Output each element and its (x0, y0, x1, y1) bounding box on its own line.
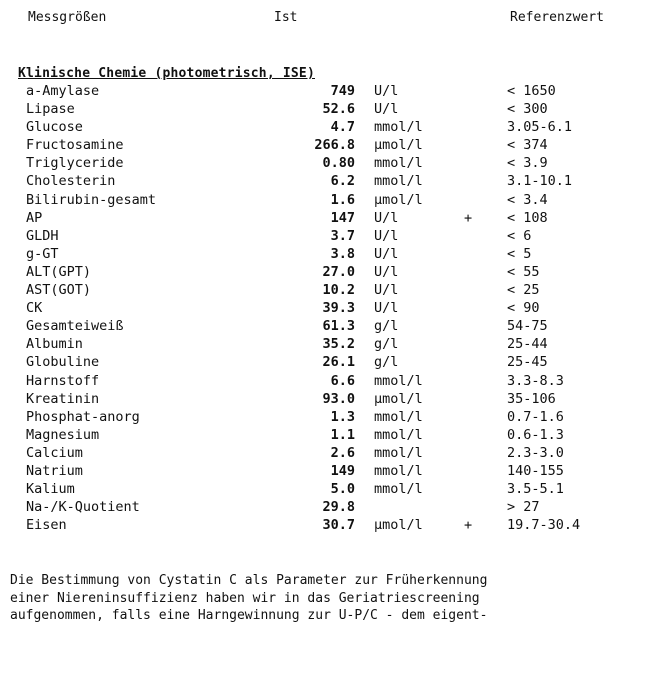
table-row (0, 390, 650, 408)
analyte-unit: µmol/l (374, 137, 423, 154)
analyte-value: 5.0 (330, 481, 355, 498)
analyte-unit: g/l (374, 318, 399, 335)
analyte-unit: µmol/l (374, 517, 423, 534)
analyte-value: 39.3 (322, 300, 355, 317)
analyte-reference: < 374 (507, 137, 548, 154)
analyte-name: Albumin (26, 336, 83, 353)
table-row (0, 172, 650, 190)
table-row (0, 118, 650, 136)
table-row (0, 408, 650, 426)
analyte-reference: < 108 (507, 209, 548, 226)
analyte-name: Kreatinin (26, 390, 100, 407)
analyte-value: 1.3 (330, 408, 355, 425)
analyte-reference: < 6 (507, 227, 532, 244)
table-row (0, 82, 650, 100)
analyte-name: Phosphat-anorg (26, 408, 140, 425)
analyte-reference: 35-106 (507, 390, 556, 407)
analyte-reference: 2.3-3.0 (507, 444, 564, 461)
footer-line: aufgenommen, falls eine Harngewinnung zur U-P/C - dem eigent- (10, 608, 488, 623)
analyte-value: 4.7 (330, 119, 355, 136)
analyte-unit: mmol/l (374, 173, 423, 190)
analyte-reference: 54-75 (507, 318, 548, 335)
analyte-reference: 140-155 (507, 462, 564, 479)
table-row (0, 372, 650, 390)
table-row (0, 263, 650, 281)
analyte-name: AP (26, 209, 43, 226)
table-row (0, 154, 650, 172)
analyte-unit: U/l (374, 245, 399, 262)
table-row (0, 480, 650, 498)
analyte-name: Kalium (26, 481, 75, 498)
analyte-value: 27.0 (322, 263, 355, 280)
analyte-reference: 3.3-8.3 (507, 372, 564, 389)
analyte-name: g-GT (26, 245, 59, 262)
analyte-flag: + (464, 209, 473, 226)
header-measure: Messgrößen (28, 10, 107, 25)
analyte-value: 149 (330, 462, 355, 479)
header-reference: Referenzwert (510, 10, 604, 25)
analyte-unit: mmol/l (374, 408, 423, 425)
analyte-name: Natrium (26, 462, 83, 479)
analyte-reference: 19.7-30.4 (507, 517, 581, 534)
analyte-reference: < 3.4 (507, 191, 548, 208)
analyte-unit: U/l (374, 300, 399, 317)
analyte-reference: < 90 (507, 300, 540, 317)
table-row (0, 136, 650, 154)
table-row (0, 227, 650, 245)
analyte-value: 1.1 (330, 426, 355, 443)
analyte-name: ALT(GPT) (26, 263, 92, 280)
table-row (0, 299, 650, 317)
analyte-name: GLDH (26, 227, 59, 244)
table-row (0, 516, 650, 534)
table-row (0, 498, 650, 516)
analyte-name: a-Amylase (26, 83, 100, 99)
analyte-name: Cholesterin (26, 173, 116, 190)
table-row (0, 444, 650, 462)
analyte-value: 749 (330, 83, 355, 99)
analyte-value: 93.0 (322, 390, 355, 407)
analyte-unit: mmol/l (374, 372, 423, 389)
analyte-value: 266.8 (314, 137, 355, 154)
analyte-name: Bilirubin-gesamt (26, 191, 157, 208)
analyte-value: 29.8 (322, 499, 355, 516)
table-row (0, 317, 650, 335)
analyte-unit: U/l (374, 83, 399, 99)
analyte-unit: g/l (374, 336, 399, 353)
analyte-value: 10.2 (322, 282, 355, 299)
analyte-reference: 3.1-10.1 (507, 173, 573, 190)
analyte-reference: < 5 (507, 245, 532, 262)
analyte-unit: µmol/l (374, 191, 423, 208)
analyte-name: Calcium (26, 444, 83, 461)
analyte-unit: mmol/l (374, 426, 423, 443)
table-row (0, 245, 650, 263)
analyte-unit: g/l (374, 354, 399, 371)
analyte-value: 2.6 (330, 444, 355, 461)
analyte-reference: < 1650 (507, 83, 556, 99)
analyte-value: 3.8 (330, 245, 355, 262)
analyte-unit: U/l (374, 282, 399, 299)
analyte-reference: 25-45 (507, 354, 548, 371)
analyte-reference: 0.6-1.3 (507, 426, 564, 443)
analyte-unit: mmol/l (374, 481, 423, 498)
analyte-reference: 25-44 (507, 336, 548, 353)
table-row (0, 353, 650, 371)
table-row (0, 100, 650, 118)
analyte-value: 6.2 (330, 173, 355, 190)
analyte-reference: 3.5-5.1 (507, 481, 564, 498)
analyte-unit: U/l (374, 101, 399, 118)
footer-line: Die Bestimmung von Cystatin C als Parameter zur Früherkennung (10, 573, 488, 588)
table-row (0, 426, 650, 444)
header-value: Ist (274, 10, 298, 25)
analyte-name: Eisen (26, 517, 67, 534)
analyte-unit: U/l (374, 209, 399, 226)
analyte-name: Magnesium (26, 426, 100, 443)
analyte-flag: + (464, 517, 473, 534)
analyte-reference: < 300 (507, 101, 548, 118)
analyte-unit: mmol/l (374, 462, 423, 479)
analyte-name: Harnstoff (26, 372, 100, 389)
analyte-reference: 3.05-6.1 (507, 119, 573, 136)
analyte-unit: mmol/l (374, 155, 423, 172)
analyte-name: CK (26, 300, 43, 317)
results-table (0, 82, 650, 534)
analyte-unit: mmol/l (374, 119, 423, 136)
analyte-value: 35.2 (322, 336, 355, 353)
analyte-unit: U/l (374, 227, 399, 244)
analyte-value: 147 (330, 209, 355, 226)
analyte-name: Gesamteiweiß (26, 318, 124, 335)
analyte-name: AST(GOT) (26, 282, 92, 299)
table-row (0, 209, 650, 227)
analyte-name: Na-/K-Quotient (26, 499, 140, 516)
table-row (0, 191, 650, 209)
analyte-value: 26.1 (322, 354, 355, 371)
section-title: Klinische Chemie (photometrisch, ISE) (18, 66, 315, 81)
analyte-name: Fructosamine (26, 137, 124, 154)
analyte-value: 0.80 (322, 155, 355, 172)
analyte-value: 30.7 (322, 517, 355, 534)
footer-note (10, 572, 640, 625)
analyte-reference: < 3.9 (507, 155, 548, 172)
analyte-name: Globuline (26, 354, 100, 371)
analyte-value: 61.3 (322, 318, 355, 335)
analyte-name: Glucose (26, 119, 83, 136)
analyte-unit: mmol/l (374, 444, 423, 461)
table-row (0, 462, 650, 480)
analyte-name: Lipase (26, 101, 75, 118)
analyte-reference: > 27 (507, 499, 540, 516)
table-row (0, 281, 650, 299)
analyte-reference: < 25 (507, 282, 540, 299)
footer-line: einer Niereninsuffizienz haben wir in das Geriatriescreening (10, 590, 480, 606)
analyte-reference: < 55 (507, 263, 540, 280)
analyte-value: 6.6 (330, 372, 355, 389)
analyte-unit: µmol/l (374, 390, 423, 407)
analyte-value: 1.6 (330, 191, 355, 208)
analyte-unit: U/l (374, 263, 399, 280)
table-row (0, 335, 650, 353)
analyte-value: 52.6 (322, 101, 355, 118)
analyte-name: Triglyceride (26, 155, 124, 172)
analyte-reference: 0.7-1.6 (507, 408, 564, 425)
analyte-value: 3.7 (330, 227, 355, 244)
